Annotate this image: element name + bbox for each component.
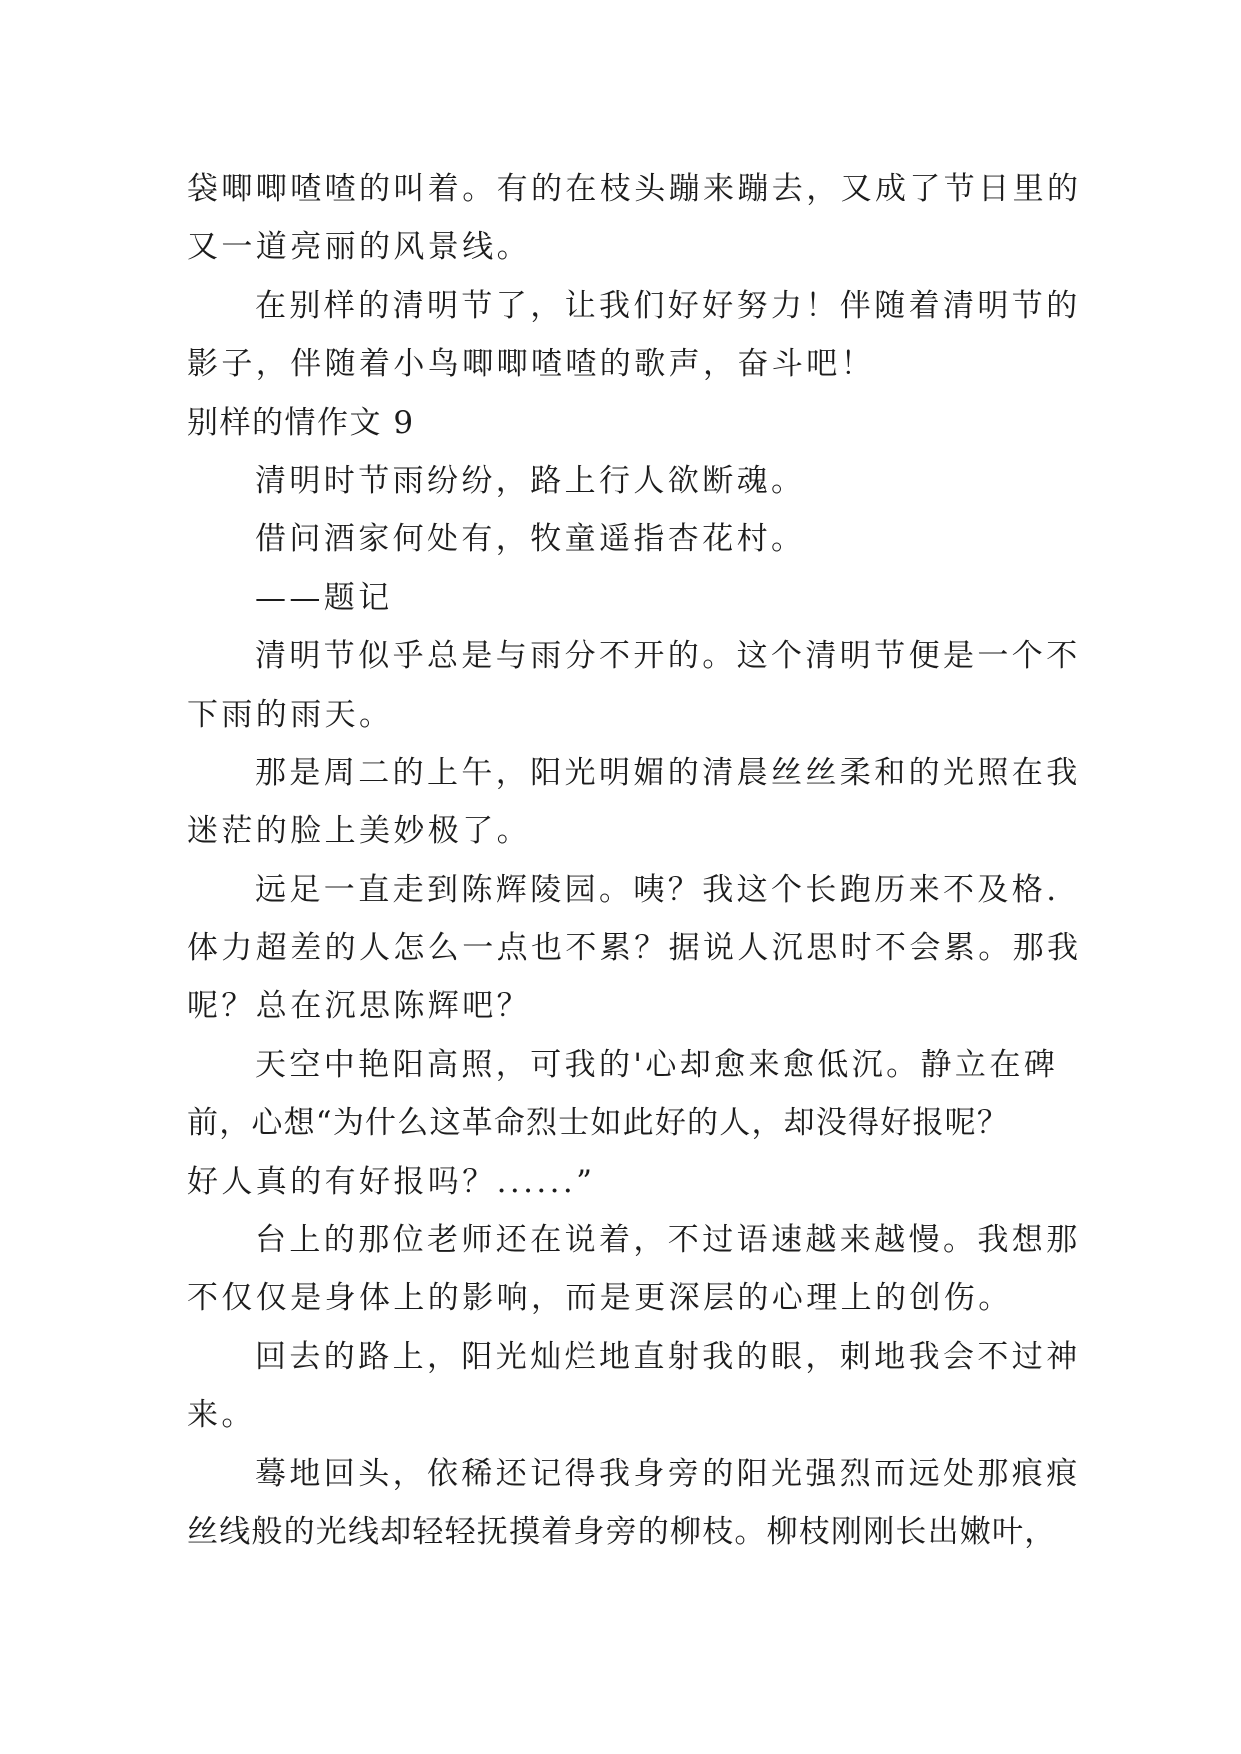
text-line: 又一道亮丽的风景线。 — [187, 229, 531, 266]
poem-line: 借问酒家何处有，牧童遥指杏花村。 — [255, 521, 806, 558]
text-line: 呢？总在沉思陈辉吧？ — [187, 988, 531, 1025]
text-line: 袋唧唧喳喳的叫着。有的在枝头蹦来蹦去，又成了节日里的 — [187, 171, 1082, 207]
text-line: 迷茫的脸上美妙极了。 — [187, 813, 531, 850]
section-heading: 别样的情作文 9 — [187, 404, 415, 441]
text-line: 影子，伴随着小鸟唧唧喳喳的歌声，奋斗吧！ — [187, 346, 875, 383]
paragraph-start: 蓦地回头，依稀还记得我身旁的阳光强烈而远处那痕痕 — [255, 1455, 1081, 1492]
paragraph-start: 天空中艳阳高照，可我的'心却愈来愈低沉。静立在碑 — [255, 1046, 1059, 1083]
poem-line: 清明时节雨纷纷，路上行人欲断魂。 — [255, 462, 806, 499]
text-line: 好人真的有好报吗？......” — [187, 1163, 596, 1200]
paragraph-start: 在别样的清明节了，让我们好好努力！伴随着清明节的 — [255, 287, 1081, 324]
paragraph-start: 台上的那位老师还在说着，不过语速越来越慢。我想那 — [255, 1222, 1081, 1259]
essay-body — [187, 160, 1082, 1561]
paragraph-start: 那是周二的上午，阳光明媚的清晨丝丝柔和的光照在我 — [255, 754, 1081, 791]
paragraph-start: 清明节似乎总是与雨分不开的。这个清明节便是一个不 — [255, 638, 1081, 675]
text-line: 来。 — [187, 1397, 256, 1434]
epigraph-attribution: ——题记 — [255, 579, 393, 616]
text-line: 前，心想“为什么这革命烈士如此好的人，却没得好报呢？ — [187, 1105, 1010, 1142]
paragraph-start: 远足一直走到陈辉陵园。咦？我这个长跑历来不及格. — [255, 871, 1060, 908]
paragraph-start: 回去的路上，阳光灿烂地直射我的眼，刺地我会不过神 — [255, 1338, 1081, 1375]
text-line: 体力超差的人怎么一点也不累？据说人沉思时不会累。那我 — [187, 930, 1082, 967]
text-line: 下雨的雨天。 — [187, 696, 394, 733]
text-line: 不仅仅是身体上的影响，而是更深层的心理上的创伤。 — [187, 1280, 1013, 1317]
text-line: 丝线般的光线却轻轻抚摸着身旁的柳枝。柳枝刚刚长出嫩叶， — [187, 1513, 1057, 1550]
